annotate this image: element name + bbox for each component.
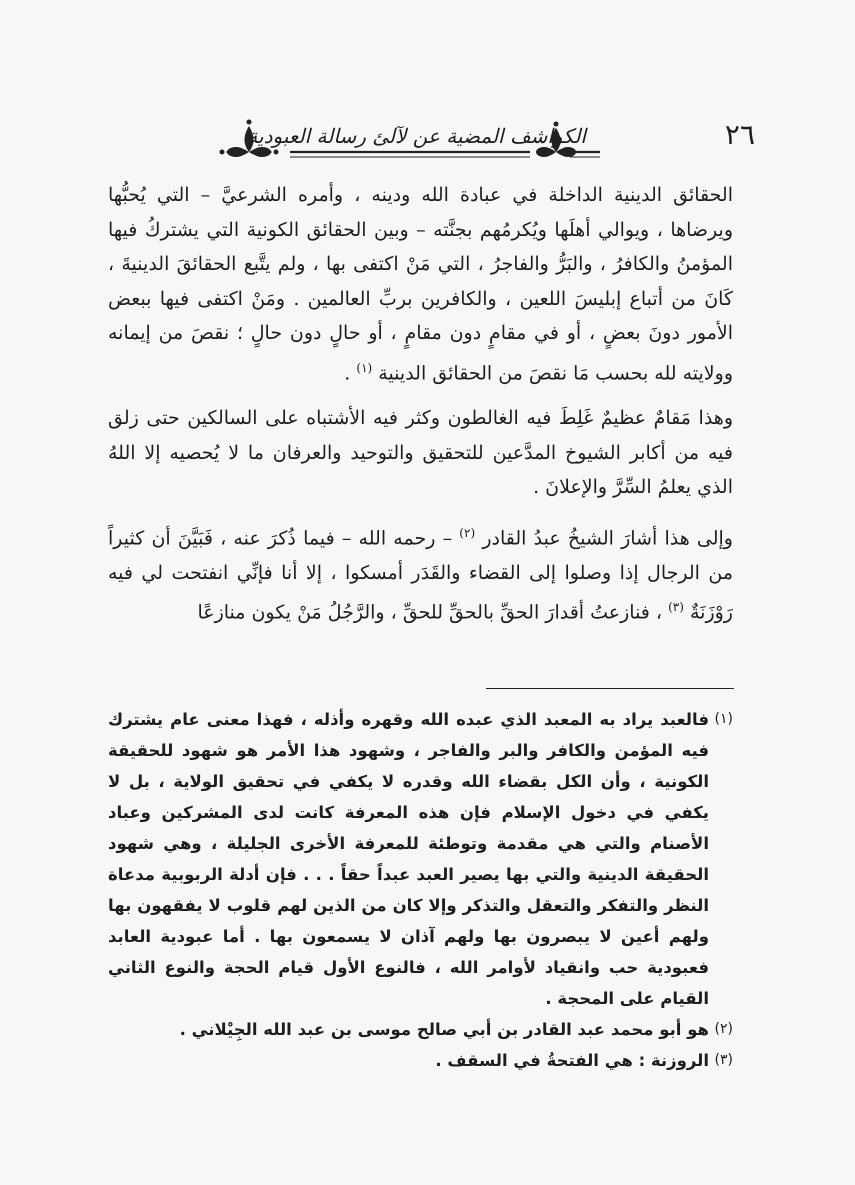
paragraph-3 (108, 516, 733, 630)
footnote-separator (486, 688, 734, 689)
footnote-ref-2: (٢) (459, 525, 476, 540)
paragraph-1-tail: . (344, 361, 351, 384)
paragraph-3-text-c: ، فنازعتُ أقدارَ الحقِّ بالحقِّ للحقِّ ، والرَّجُلُ مَنْ يكون منازعًا (197, 601, 663, 624)
footnote-1 (108, 704, 733, 1014)
footnote-ref-1: (١) (356, 360, 373, 375)
running-title: الكواشف المضية عن لآلئ رسالة العبودية (247, 124, 586, 148)
main-text (108, 178, 733, 641)
footnote-2-marker: (٢) (714, 1021, 733, 1037)
footnote-2 (108, 1014, 733, 1045)
paragraph-3-text-b: – رحمه الله – فيما ذُكرَ عنه ، فَبَيَّنَ أن كثيراً من الرجال إذا وصلوا إلى القضاء والقَدَر أمسكوا ، إلا أنا فإنِّي انفتحت لي فيه رَوْزَنَةٌ (108, 527, 733, 624)
footnotes (108, 704, 733, 1076)
footnote-3-text: الروزنة : هي الفتحةُ في السقف . (435, 1051, 709, 1070)
footnote-1-marker: (١) (714, 711, 733, 727)
footnote-3-marker: (٣) (714, 1052, 733, 1068)
paragraph-1 (108, 178, 733, 390)
footnote-3 (108, 1045, 733, 1076)
footnote-ref-3: (٣) (668, 600, 684, 615)
footnote-2-text: هو أبو محمد عبد القادر بن أبي صالح موسى بن عبد الله الجِيْلاني . (179, 1020, 709, 1039)
footnote-1-text: فالعبد يراد به المعبد الذي عبده الله وقهره وأذله ، فهذا معنى عام يشترك فيه المؤمن والكافر والبر والفاجر ، وشهود هذا الأمر هو شهود للحقيقة الكونية ، وأن الكل بقضاء الله وقدره لا يكفي في تحقيق الولاية ، بل لا يكفي في دخول الإسلام فإن هذه المعرفة كانت لدى المشركين وعباد الأصنام والتي هي مقدمة وتوطئة للمعرفة الأخرى الجليلة ، وهي شهود الحقيقة الدينية والتي بها يصير العبد عبداً حقاً . . . فإن أدلة الربوبية مدعاة النظر والتفكر والتعقل والتذكر وإلا كان من الذين لهم قلوب لا يفقهون بها ولهم أعين لا يبصرون بها ولهم آذان لا يسمعون بها . أما عبودية العابد فعبودية حب وانقياد لأوامر الله ، فالنوع الأول قيام الحجة والنوع الثاني القيام على المحجة . (108, 710, 709, 1008)
paragraph-3-text-a: وإلى هذا أشارَ الشيخُ عبدُ القادر (482, 527, 733, 550)
page-number: ٢٦ (724, 118, 755, 151)
paragraph-2: وهذا مَقامٌ عظيمٌ غَلِطَ فيه الغالطون وكثر فيه الأشتباه على السالكين حتى زلق فيه من أكابر الشيوخ المدَّعين للتحقيق والتوحيد والعرفان ما لا يُحصيه إلا اللهُ الذي يعلمُ السِّرَّ والإعلانَ . (108, 407, 733, 499)
paragraph-1-text: الحقائق الدينية الداخلة في عبادة الله ودينه ، وأمره الشرعيَّ – التي يُحبُّها ويرضاها ، ويوالي أهلَها ويُكرمُهم بجنَّته – وبين الحقائق الكونية التي يشتركُ فيها المؤمنُ والكافرُ ، والبَرُّ والفاجرُ ، التي مَنْ اكتفى بها ، ولم يتَّبع الحقائقَ الدينيةَ ، كَانَ من أتباع إبليسَ اللعين ، والكافرين بربِّ العالمين . ومَنْ اكتفى فيها ببعض الأمور دونَ بعضٍ ، أو في مقامٍ دون مقامٍ ، أو حالٍ دون حالٍ ؛ نقصَ من إيمانه وولايته لله بحسب مَا نقصَ من الحقائق الدينية (108, 184, 733, 384)
